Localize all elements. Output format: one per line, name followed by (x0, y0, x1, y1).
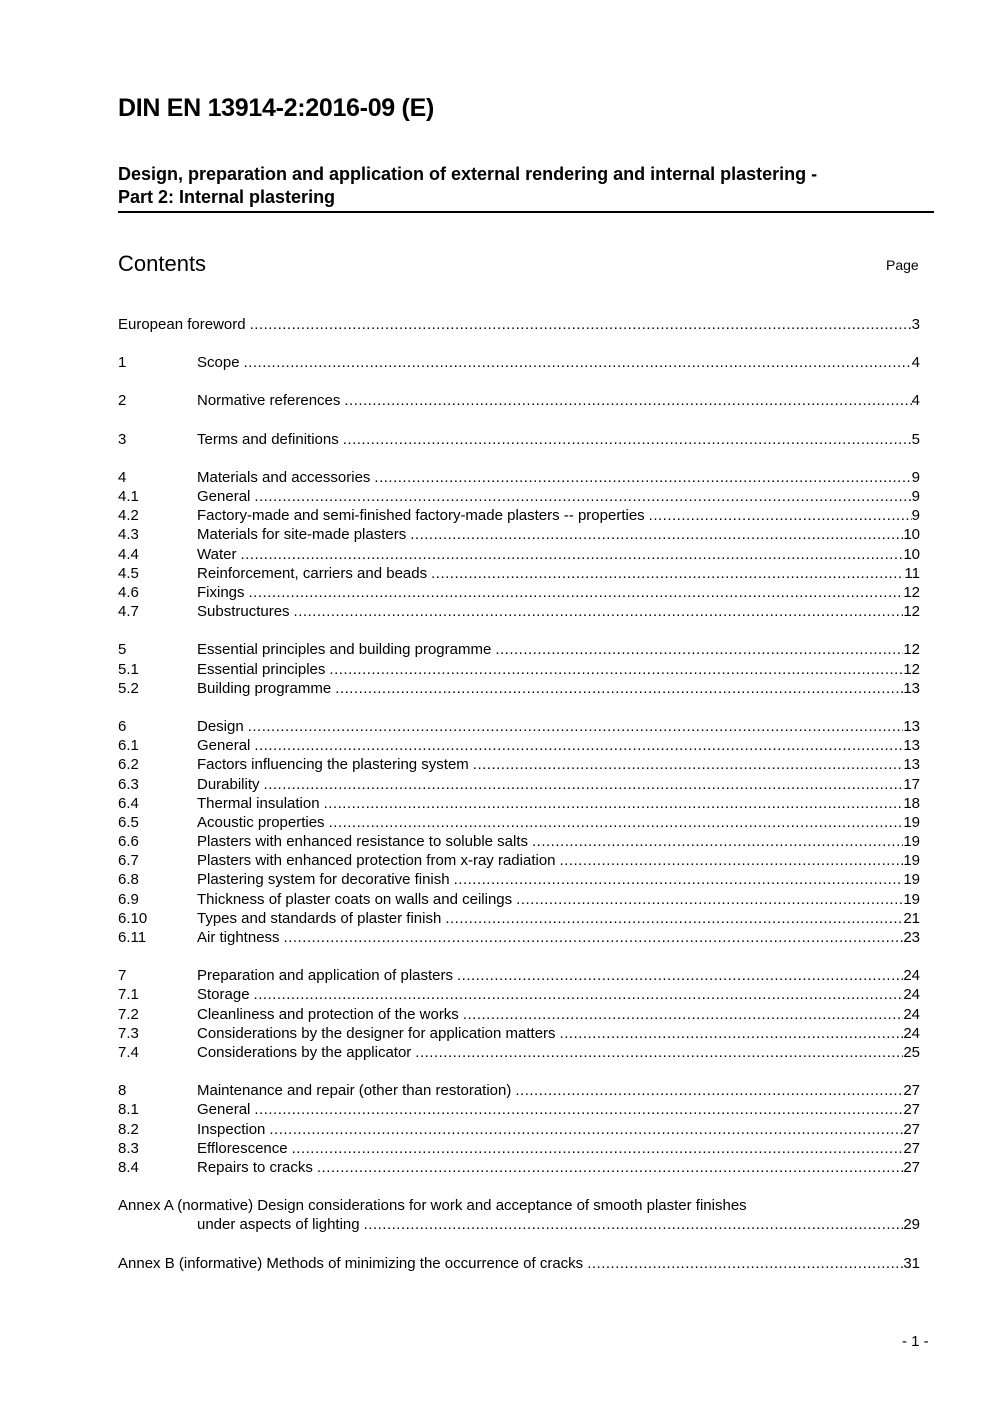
toc-entry-page: 18 (903, 795, 920, 812)
toc-entry-number: 7.2 (118, 1006, 139, 1023)
toc-entry-label: Preparation and application of plasters (197, 967, 453, 984)
toc-entry-label: Factory-made and semi-finished factory-made plasters -- properties (197, 507, 645, 524)
document-title: DIN EN 13914-2:2016-09 (E) (118, 94, 434, 122)
toc-entry[interactable] (118, 430, 920, 449)
toc-entry-page: 19 (903, 814, 920, 831)
toc-entry-number: 6.11 (118, 929, 147, 946)
toc-entry[interactable] (118, 1005, 920, 1024)
toc-leader-dots (264, 775, 904, 794)
toc-leader-dots (410, 525, 903, 544)
toc-entry-page: 9 (911, 507, 920, 524)
document-subtitle (118, 163, 934, 213)
toc-leader-dots (269, 1120, 903, 1139)
toc-entry[interactable] (118, 755, 920, 774)
toc-leader-dots (244, 353, 912, 372)
toc-entry-number: 2 (118, 392, 127, 409)
toc-entry-number: 4 (118, 469, 127, 486)
toc-entry-page: 13 (903, 718, 920, 735)
toc-entry[interactable] (118, 506, 920, 525)
toc-entry-number: 8.3 (118, 1140, 139, 1157)
toc-leader-dots (532, 832, 903, 851)
toc-entry-label: Terms and definitions (197, 431, 339, 448)
toc-entry-page: 23 (903, 929, 920, 946)
toc-leader-dots (587, 1254, 903, 1273)
toc-entry-page: 19 (903, 891, 920, 908)
toc-entry-label: Normative references (197, 392, 341, 409)
toc-entry-number: 7.3 (118, 1025, 139, 1042)
toc-entry[interactable] (118, 717, 920, 736)
toc-entry-label: Scope (197, 354, 240, 371)
toc-leader-dots (294, 602, 904, 621)
toc-entry-number: 4.4 (118, 546, 139, 563)
toc-entry-page: 27 (903, 1140, 920, 1157)
toc-leader-dots (254, 487, 911, 506)
toc-entry-label: Materials and accessories (197, 469, 371, 486)
toc-entry-label: Fixings (197, 584, 245, 601)
toc-entry-label: Factors influencing the plastering system (197, 756, 469, 773)
toc-leader-dots (329, 660, 903, 679)
toc-leader-dots (374, 468, 911, 487)
toc-entry-number: 4.3 (118, 526, 139, 543)
toc-leader-dots (254, 985, 904, 1004)
toc-entry-page: 11 (904, 565, 920, 582)
contents-heading: Contents (118, 251, 207, 276)
toc-entry[interactable] (118, 1043, 920, 1062)
toc-entry-label: Durability (197, 776, 260, 793)
toc-leader-dots (516, 890, 903, 909)
toc-entry[interactable] (118, 525, 920, 544)
toc-entry-label: European foreword (118, 316, 246, 333)
toc-leader-dots (560, 851, 904, 870)
toc-entry[interactable] (118, 966, 920, 985)
toc-entry[interactable] (118, 1081, 920, 1100)
toc-entry[interactable] (118, 391, 920, 410)
toc-entry[interactable] (118, 985, 920, 1004)
toc-entry-number: 6.6 (118, 833, 139, 850)
toc-entry[interactable] (118, 545, 920, 564)
toc-entry-page: 13 (903, 680, 920, 697)
toc-entry-number: 4.5 (118, 565, 139, 582)
toc-entry-page: 4 (911, 392, 920, 409)
toc-entry-page: 12 (903, 661, 920, 678)
toc-entry[interactable] (118, 353, 920, 372)
toc-entry-page: 24 (903, 967, 920, 984)
toc-leader-dots (248, 717, 904, 736)
toc-leader-dots (335, 679, 903, 698)
toc-entry-page: 13 (903, 737, 920, 754)
page-number: - 1 - (902, 1333, 929, 1350)
toc-entry-label: Efflorescence (197, 1140, 288, 1157)
toc-leader-dots (254, 736, 903, 755)
toc-leader-dots (343, 430, 912, 449)
toc-entry[interactable] (118, 794, 920, 813)
toc-leader-dots (431, 564, 904, 583)
toc-entry-label: Considerations by the applicator (197, 1044, 412, 1061)
toc-entry-label: Essential principles (197, 661, 326, 678)
toc-entry-number: 7.4 (118, 1044, 139, 1061)
toc-entry-number: 4.6 (118, 584, 139, 601)
toc-entry[interactable] (118, 870, 920, 889)
toc-entry-number: 6.8 (118, 871, 139, 888)
toc-entry-number: 6 (118, 718, 127, 735)
toc-entry-page: 12 (903, 641, 920, 658)
toc-entry-label: Maintenance and repair (other than restoration) (197, 1082, 512, 1099)
toc-entry-label: Inspection (197, 1121, 266, 1138)
toc-entry[interactable] (118, 1100, 920, 1119)
toc-leader-dots (560, 1024, 904, 1043)
toc-leader-dots (250, 315, 912, 334)
toc-leader-dots (317, 1158, 903, 1177)
toc-entry-number: 6.7 (118, 852, 139, 869)
subtitle-line-1: Design, preparation and application of external rendering and internal plastering - (118, 164, 818, 184)
toc-entry-label: Essential principles and building programme (197, 641, 492, 658)
toc-entry-page: 5 (911, 431, 920, 448)
subtitle-line-2: Part 2: Internal plastering (118, 187, 336, 207)
toc-entry-page: 24 (903, 1025, 920, 1042)
toc-entry-label: under aspects of lighting (197, 1216, 360, 1233)
page-column-heading: Page (886, 257, 919, 273)
toc-entry[interactable] (118, 1254, 920, 1273)
toc-entry-number: 4.2 (118, 507, 139, 524)
toc-entry-page: 17 (903, 776, 920, 793)
toc-entry-label: Plasters with enhanced protection from x-ray radiation (197, 852, 556, 869)
toc-entry-page: 4 (911, 354, 920, 371)
toc-entry[interactable] (118, 1024, 920, 1043)
toc-entry-label: Storage (197, 986, 250, 1003)
toc-entry-label: Reinforcement, carriers and beads (197, 565, 428, 582)
toc-leader-dots (457, 966, 903, 985)
toc-entry-page: 10 (903, 526, 920, 543)
toc-entry-page: 19 (903, 852, 920, 869)
toc-entry-page: 19 (903, 871, 920, 888)
toc-leader-dots (324, 794, 904, 813)
toc-entry-label: Design (197, 718, 244, 735)
toc-entry[interactable] (118, 660, 920, 679)
toc-entry-page: 13 (903, 756, 920, 773)
toc-entry[interactable] (118, 1139, 920, 1158)
toc-entry-label: Cleanliness and protection of the works (197, 1006, 459, 1023)
toc-entry-page: 27 (903, 1082, 920, 1099)
toc-entry-page: 10 (903, 546, 920, 563)
toc-entry-label: Annex B (informative) Methods of minimizing the occurrence of cracks (118, 1255, 584, 1272)
toc-entry[interactable] (118, 1120, 920, 1139)
toc-entry[interactable] (118, 851, 920, 870)
toc-entry[interactable] (118, 679, 920, 698)
toc-entry-number: 7.1 (118, 986, 139, 1003)
toc-entry-page: 19 (903, 833, 920, 850)
toc-entry-label: Materials for site-made plasters (197, 526, 407, 543)
toc-entry[interactable] (118, 487, 920, 506)
toc-entry-page: 27 (903, 1159, 920, 1176)
toc-entry-page: 9 (911, 469, 920, 486)
toc-entry-page: 29 (903, 1216, 920, 1233)
toc-entry-number: 6.1 (118, 737, 139, 754)
toc-entry-page: 9 (911, 488, 920, 505)
toc-entry[interactable] (118, 1215, 920, 1234)
toc-entry-label: Thermal insulation (197, 795, 320, 812)
toc-entry-label: General (197, 488, 251, 505)
toc-leader-dots (344, 391, 911, 410)
toc-entry-number: 6.2 (118, 756, 139, 773)
toc-entry-number: 5 (118, 641, 127, 658)
toc-entry[interactable] (118, 909, 920, 928)
toc-entry[interactable] (118, 1158, 920, 1177)
toc-entry-label: Annex A (normative) Design considerations for work and acceptance of smooth plaster finishes (118, 1197, 747, 1214)
toc-leader-dots (454, 870, 904, 889)
toc-entry-number: 8.4 (118, 1159, 139, 1176)
toc-entry[interactable] (118, 890, 920, 909)
toc-entry[interactable] (118, 315, 920, 334)
toc-leader-dots (473, 755, 904, 774)
toc-entry-label: Thickness of plaster coats on walls and ceilings (197, 891, 513, 908)
toc-entry-label: Building programme (197, 680, 332, 697)
toc-entry-number: 7 (118, 967, 127, 984)
toc-entry-label: Water (197, 546, 237, 563)
toc-entry[interactable] (118, 813, 920, 832)
toc-leader-dots (649, 506, 912, 525)
toc-leader-dots (329, 813, 904, 832)
toc-entry[interactable] (118, 775, 920, 794)
toc-entry[interactable] (118, 602, 920, 621)
toc-entry-page: 12 (903, 584, 920, 601)
toc-entry-number: 8.2 (118, 1121, 139, 1138)
toc-entry-number: 3 (118, 431, 127, 448)
toc-entry-number: 6.10 (118, 910, 148, 927)
toc-entry[interactable] (118, 564, 920, 583)
toc-leader-dots (254, 1100, 903, 1119)
toc-entry-number: 8.1 (118, 1101, 139, 1118)
toc-leader-dots (415, 1043, 903, 1062)
toc-entry-number: 5.2 (118, 680, 139, 697)
toc-entry[interactable] (118, 583, 920, 602)
toc-entry-label: Considerations by the designer for application matters (197, 1025, 556, 1042)
toc-entry-label: Repairs to cracks (197, 1159, 313, 1176)
toc-leader-dots (364, 1215, 904, 1234)
toc-leader-dots (292, 1139, 904, 1158)
toc-entry-page: 12 (903, 603, 920, 620)
toc-leader-dots (284, 928, 904, 947)
toc-entry[interactable] (118, 736, 920, 755)
toc-entry-number: 4.1 (118, 488, 139, 505)
toc-annex-a-line-1[interactable] (118, 1196, 920, 1215)
toc-entry-label: Substructures (197, 603, 290, 620)
toc-entry-page: 3 (911, 316, 920, 333)
toc-entry-label: Plastering system for decorative finish (197, 871, 450, 888)
toc-entry-page: 24 (903, 1006, 920, 1023)
toc-entry-number: 1 (118, 354, 127, 371)
toc-entry-number: 6.9 (118, 891, 139, 908)
toc-entry-label: Types and standards of plaster finish (197, 910, 442, 927)
toc-entry-number: 6.3 (118, 776, 139, 793)
toc-entry-page: 27 (903, 1121, 920, 1138)
toc-entry-number: 8 (118, 1082, 127, 1099)
toc-entry-number: 4.7 (118, 603, 139, 620)
toc-entry-page: 31 (903, 1255, 920, 1272)
toc-entry-number: 6.4 (118, 795, 139, 812)
toc-entry-number: 6.5 (118, 814, 139, 831)
toc-leader-dots (515, 1081, 903, 1100)
toc-leader-dots (445, 909, 903, 928)
toc-entry-number: 5.1 (118, 661, 139, 678)
toc-entry-page: 24 (903, 986, 920, 1003)
toc-entry-label: Air tightness (197, 929, 280, 946)
toc-entry-page: 21 (903, 910, 920, 927)
toc-entry-label: General (197, 1101, 251, 1118)
toc-entry-page: 27 (903, 1101, 920, 1118)
toc-leader-dots (240, 545, 903, 564)
toc-leader-dots (463, 1005, 904, 1024)
toc-entry[interactable] (118, 832, 920, 851)
toc-entry[interactable] (118, 468, 920, 487)
toc-entry-page: 25 (903, 1044, 920, 1061)
toc-leader-dots (495, 640, 903, 659)
toc-entry[interactable] (118, 928, 920, 947)
toc-entry-label: General (197, 737, 251, 754)
toc-leader-dots (249, 583, 904, 602)
toc-entry-label: Plasters with enhanced resistance to soluble salts (197, 833, 529, 850)
toc-entry[interactable] (118, 640, 920, 659)
toc-entry-label: Acoustic properties (197, 814, 325, 831)
